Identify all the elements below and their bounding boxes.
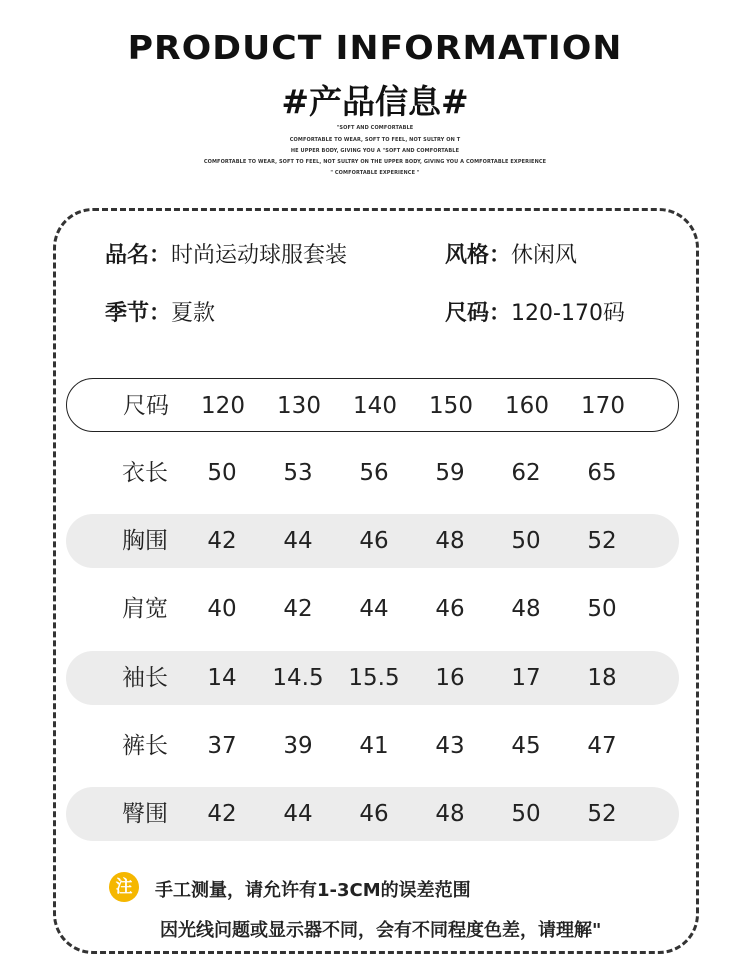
table-row bbox=[66, 719, 679, 773]
table-cell: 15.5 bbox=[348, 665, 400, 691]
table-cell: 42 bbox=[207, 801, 237, 827]
table-row bbox=[66, 787, 679, 841]
table-cell: 18 bbox=[587, 665, 617, 691]
table-cell: 44 bbox=[283, 801, 313, 827]
table-cell: 52 bbox=[587, 801, 617, 827]
page-title-cn: #产品信息# bbox=[281, 82, 469, 121]
note-line-1: 手工测量，请允许有1-3CM的误差范围 bbox=[155, 880, 471, 901]
table-row-label: 衣长 bbox=[122, 460, 168, 486]
table-header-cell: 120 bbox=[201, 393, 245, 419]
table-header-cell: 150 bbox=[429, 393, 473, 419]
table-cell: 52 bbox=[587, 528, 617, 554]
product-name-value: 时尚运动球服套装 bbox=[171, 243, 348, 268]
table-cell: 48 bbox=[435, 801, 465, 827]
table-cell: 43 bbox=[435, 733, 465, 759]
table-cell: 47 bbox=[587, 733, 617, 759]
table-cell: 56 bbox=[359, 460, 389, 486]
table-cell: 50 bbox=[511, 528, 541, 554]
product-name-label: 品名： bbox=[105, 243, 172, 268]
fine-print-line: HE UPPER BODY, GIVING YOU A "SOFT AND COMFORTABLE bbox=[290, 148, 460, 154]
table-row-label: 肩宽 bbox=[122, 596, 168, 622]
table-cell: 14 bbox=[207, 665, 237, 691]
table-cell: 53 bbox=[283, 460, 313, 486]
table-cell: 44 bbox=[283, 528, 313, 554]
table-row-label: 胸围 bbox=[122, 528, 168, 554]
table-cell: 14.5 bbox=[272, 665, 324, 691]
product-size-value: 120-170码 bbox=[511, 301, 625, 326]
table-cell: 50 bbox=[587, 596, 617, 622]
table-row-label: 裤长 bbox=[122, 733, 168, 759]
table-cell: 42 bbox=[207, 528, 237, 554]
table-cell: 44 bbox=[359, 596, 389, 622]
fine-print-line: COMFORTABLE TO WEAR, SOFT TO FEEL, NOT SULTRY ON T bbox=[289, 137, 461, 143]
page-title-en: PRODUCT INFORMATION bbox=[127, 28, 623, 67]
table-cell: 37 bbox=[207, 733, 237, 759]
table-row bbox=[66, 446, 679, 500]
table-cell: 65 bbox=[587, 460, 617, 486]
table-header-cell: 170 bbox=[581, 393, 625, 419]
product-season-label: 季节： bbox=[105, 301, 172, 326]
table-header-cell: 130 bbox=[277, 393, 321, 419]
table-row bbox=[66, 514, 679, 568]
product-style-value: 休闲风 bbox=[511, 243, 578, 268]
table-cell: 17 bbox=[511, 665, 541, 691]
table-cell: 50 bbox=[511, 801, 541, 827]
table-cell: 59 bbox=[435, 460, 465, 486]
table-row-label: 臀围 bbox=[122, 801, 168, 827]
table-cell: 16 bbox=[435, 665, 465, 691]
product-size-label: 尺码： bbox=[445, 301, 512, 326]
table-cell: 46 bbox=[435, 596, 465, 622]
table-header-cell: 140 bbox=[353, 393, 397, 419]
product-season-value: 夏款 bbox=[171, 301, 216, 326]
fine-print-line: " COMFORTABLE EXPERIENCE " bbox=[330, 170, 420, 176]
fine-print-line: "SOFT AND COMFORTABLE bbox=[336, 125, 414, 131]
table-cell: 42 bbox=[283, 596, 313, 622]
note-line-2: 因光线问题或显示器不同，会有不同程度色差，请理解" bbox=[160, 920, 602, 941]
table-cell: 62 bbox=[511, 460, 541, 486]
table-row-label: 袖长 bbox=[122, 665, 168, 691]
fine-print-line: COMFORTABLE TO WEAR, SOFT TO FEEL, NOT SULTRY ON THE UPPER BODY, GIVING YOU A COMFORTABLE EXPERIENCE bbox=[203, 159, 547, 165]
note-icon: 注 bbox=[109, 872, 139, 902]
table-cell: 41 bbox=[359, 733, 389, 759]
table-row bbox=[66, 651, 679, 705]
table-cell: 48 bbox=[435, 528, 465, 554]
product-size bbox=[445, 296, 625, 327]
table-cell: 40 bbox=[207, 596, 237, 622]
table-cell: 46 bbox=[359, 801, 389, 827]
product-name bbox=[105, 238, 347, 269]
product-style bbox=[445, 238, 577, 269]
table-cell: 48 bbox=[511, 596, 541, 622]
table-header-cell: 160 bbox=[505, 393, 549, 419]
table-header-row bbox=[66, 378, 679, 432]
table-cell: 45 bbox=[511, 733, 541, 759]
product-style-label: 风格： bbox=[445, 243, 512, 268]
table-cell: 39 bbox=[283, 733, 313, 759]
table-cell: 46 bbox=[359, 528, 389, 554]
table-row bbox=[66, 582, 679, 636]
table-header-label: 尺码 bbox=[123, 393, 169, 419]
product-season bbox=[105, 296, 215, 327]
table-cell: 50 bbox=[207, 460, 237, 486]
